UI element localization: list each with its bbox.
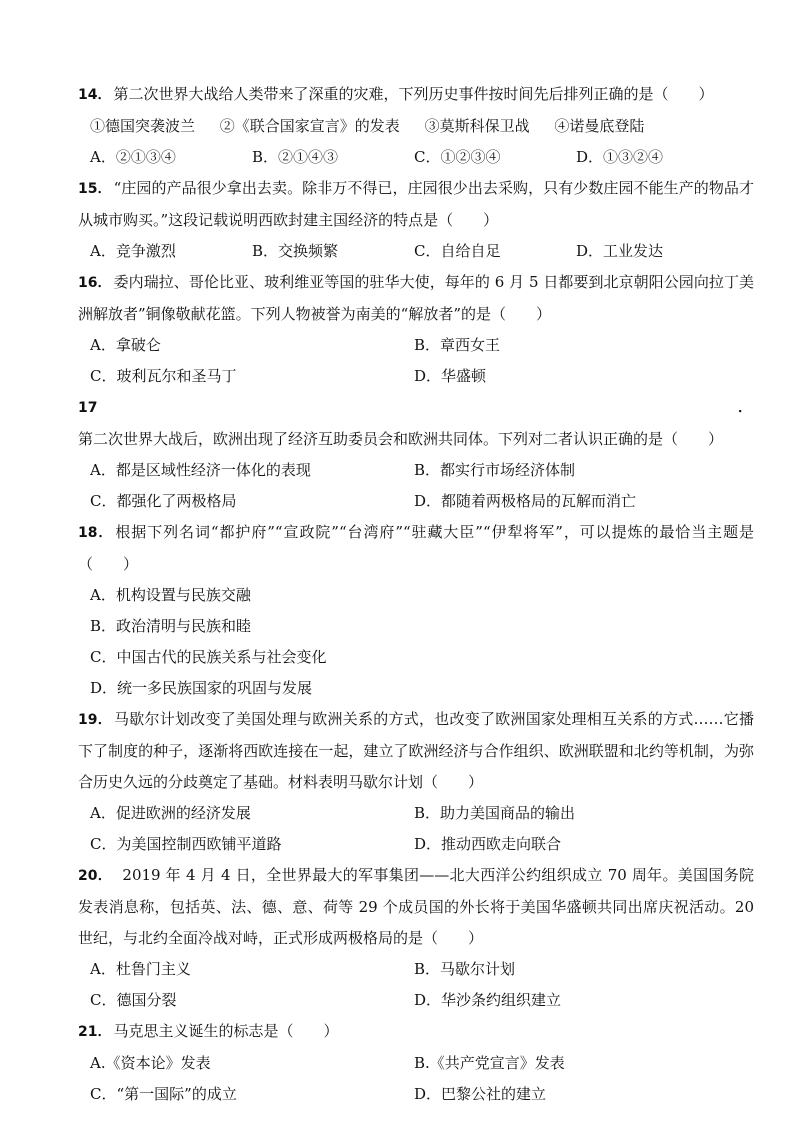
option-b[interactable]: B．交换频繁 xyxy=(252,242,339,260)
question-stem xyxy=(78,173,754,236)
option-c[interactable]: C．为美国控制西欧铺平道路 xyxy=(90,835,282,853)
option-a[interactable]: A．拿破仑 xyxy=(90,336,161,354)
options-row xyxy=(78,142,754,173)
options-row xyxy=(78,486,754,517)
option-c[interactable]: C．自给自足 xyxy=(414,242,501,260)
options-row xyxy=(78,1079,754,1110)
option-d[interactable]: D．推动西欧走向联合 xyxy=(414,835,562,853)
question-18 xyxy=(78,517,754,704)
option-d[interactable]: D．都随着两极格局的瓦解而消亡 xyxy=(414,492,637,510)
option-c[interactable]: C．①②③④ xyxy=(414,148,501,166)
question-text: 第二次世界大战后，欧洲出现了经济互助委员会和欧洲共同体。下列对二者认识正确的是（ ） xyxy=(78,430,724,448)
option-a[interactable]: A．②①③④ xyxy=(90,148,176,166)
question-text: 第二次世界大战给人类带来了深重的灾难，下列历史事件按时间先后排列正确的是（ ） xyxy=(113,85,714,103)
question-stem xyxy=(78,517,754,580)
options-row xyxy=(78,829,754,860)
option-b[interactable]: B．马歇尔计划 xyxy=(414,960,516,978)
option-b[interactable]: B．②①④③ xyxy=(252,148,339,166)
event-items xyxy=(78,111,754,142)
option-b[interactable]: B.《共产党宣言》发表 xyxy=(414,1054,565,1072)
option-b[interactable]: B．助力美国商品的输出 xyxy=(414,804,576,822)
question-number: 18． xyxy=(78,525,114,541)
question-number: 14． xyxy=(78,87,112,103)
option-a[interactable]: A．杜鲁门主义 xyxy=(90,960,191,978)
question-text: 委内瑞拉、哥伦比亚、玻利维亚等国的驻华大使，每年的 6 月 5 日都要到北京朝阳公园向拉丁美洲解放者”铜像敬献花篮。下列人物被誉为南美的“解放者”的是（ ） xyxy=(78,273,754,323)
option-d[interactable]: D．①③②④ xyxy=(576,148,664,166)
question-21 xyxy=(78,1016,754,1110)
question-text: 2019 年 4 月 4 日，全世界最大的军事集团——北大西洋公约组织成立 70 周年。美国国务院发表消息称，包括英、法、德、意、荷等 29 个成员国的外长将于美国华盛顿共同出席庆祝活动。20 世纪，与北约全面冷战对峙，正式形成两极格局的是（ ） xyxy=(78,866,754,947)
question-stem xyxy=(78,392,754,455)
event-item: ④诺曼底登陆 xyxy=(554,117,645,135)
event-item: ③莫斯科保卫战 xyxy=(424,117,530,135)
option-c[interactable]: C．都强化了两极格局 xyxy=(90,492,237,510)
option-c[interactable]: C．中国古代的民族关系与社会变化 xyxy=(90,648,327,666)
options-row xyxy=(78,1048,754,1079)
options-row xyxy=(78,798,754,829)
options-row xyxy=(78,330,754,361)
option-d[interactable]: D．统一多民族国家的巩固与发展 xyxy=(90,679,313,697)
question-15 xyxy=(78,173,754,267)
event-item: ①德国突袭波兰 xyxy=(90,117,196,135)
option-b[interactable]: B．章西女王 xyxy=(414,336,501,354)
option-d[interactable]: D．工业发达 xyxy=(576,242,664,260)
question-20 xyxy=(78,860,754,1016)
options-row xyxy=(78,361,754,392)
question-19 xyxy=(78,704,754,860)
question-14 xyxy=(78,79,754,173)
option-d[interactable]: D．华盛顿 xyxy=(414,367,487,385)
option-d[interactable]: D．华沙条约组织建立 xyxy=(414,991,562,1009)
question-stem xyxy=(78,79,754,111)
question-stem xyxy=(78,860,754,954)
option-b[interactable]: B．都实行市场经济体制 xyxy=(414,461,576,479)
options-row xyxy=(78,985,754,1016)
question-number: 21． xyxy=(78,1024,112,1040)
option-a[interactable]: A.《资本论》发表 xyxy=(90,1054,211,1072)
question-text: 马歇尔计划改变了美国处理与欧洲关系的方式，也改变了欧洲国家处理相互关系的方式……它播下了制度的种子，逐渐将西欧连接在一起，建立了欧洲经济与合作组织、欧洲联盟和北约等机制，为弥合历史久远的分歧奠定了基础。材料表明马歇尔计划（ ） xyxy=(78,710,754,791)
option-c[interactable]: C．玻利瓦尔和圣马丁 xyxy=(90,367,237,385)
question-stem xyxy=(78,1016,754,1048)
event-item: ②《联合国家宣言》的发表 xyxy=(219,117,400,135)
question-text: 马克思主义诞生的标志是（ ） xyxy=(113,1022,339,1040)
option-d[interactable]: D．巴黎公社的建立 xyxy=(414,1085,547,1103)
question-text: “庄园的产品很少拿出去卖。除非万不得已，庄园很少出去采购，只有少数庄园不能生产的物品才从城市购买。”这段记载说明西欧封建主国经济的特点是（ ） xyxy=(78,179,754,229)
option-c[interactable]: C．德国分裂 xyxy=(90,991,177,1009)
options-row xyxy=(78,236,754,267)
question-number: 20． xyxy=(78,868,106,884)
question-number: 19． xyxy=(78,712,112,728)
question-text: 根据下列名词“都护府”“宣政院”“台湾府”“驻藏大臣”“伊犁将军”，可以提炼的最恰当主题是（ ） xyxy=(78,523,754,573)
options-row xyxy=(78,954,754,985)
option-a[interactable]: A．竞争激烈 xyxy=(90,242,176,260)
option-b[interactable]: B．政治清明与民族和睦 xyxy=(90,617,252,635)
option-a[interactable]: A．促进欧洲的经济发展 xyxy=(90,804,251,822)
option-a[interactable]: A．机构设置与民族交融 xyxy=(90,586,251,604)
question-number: 17． xyxy=(78,400,752,416)
option-c[interactable]: C．“第一国际”的成立 xyxy=(90,1085,237,1103)
question-number: 15． xyxy=(78,181,112,197)
question-stem xyxy=(78,267,754,330)
option-a[interactable]: A．都是区域性经济一体化的表现 xyxy=(90,461,311,479)
question-16 xyxy=(78,267,754,392)
options-row xyxy=(78,455,754,486)
question-17 xyxy=(78,392,754,517)
question-stem xyxy=(78,704,754,798)
question-number: 16． xyxy=(78,275,112,291)
